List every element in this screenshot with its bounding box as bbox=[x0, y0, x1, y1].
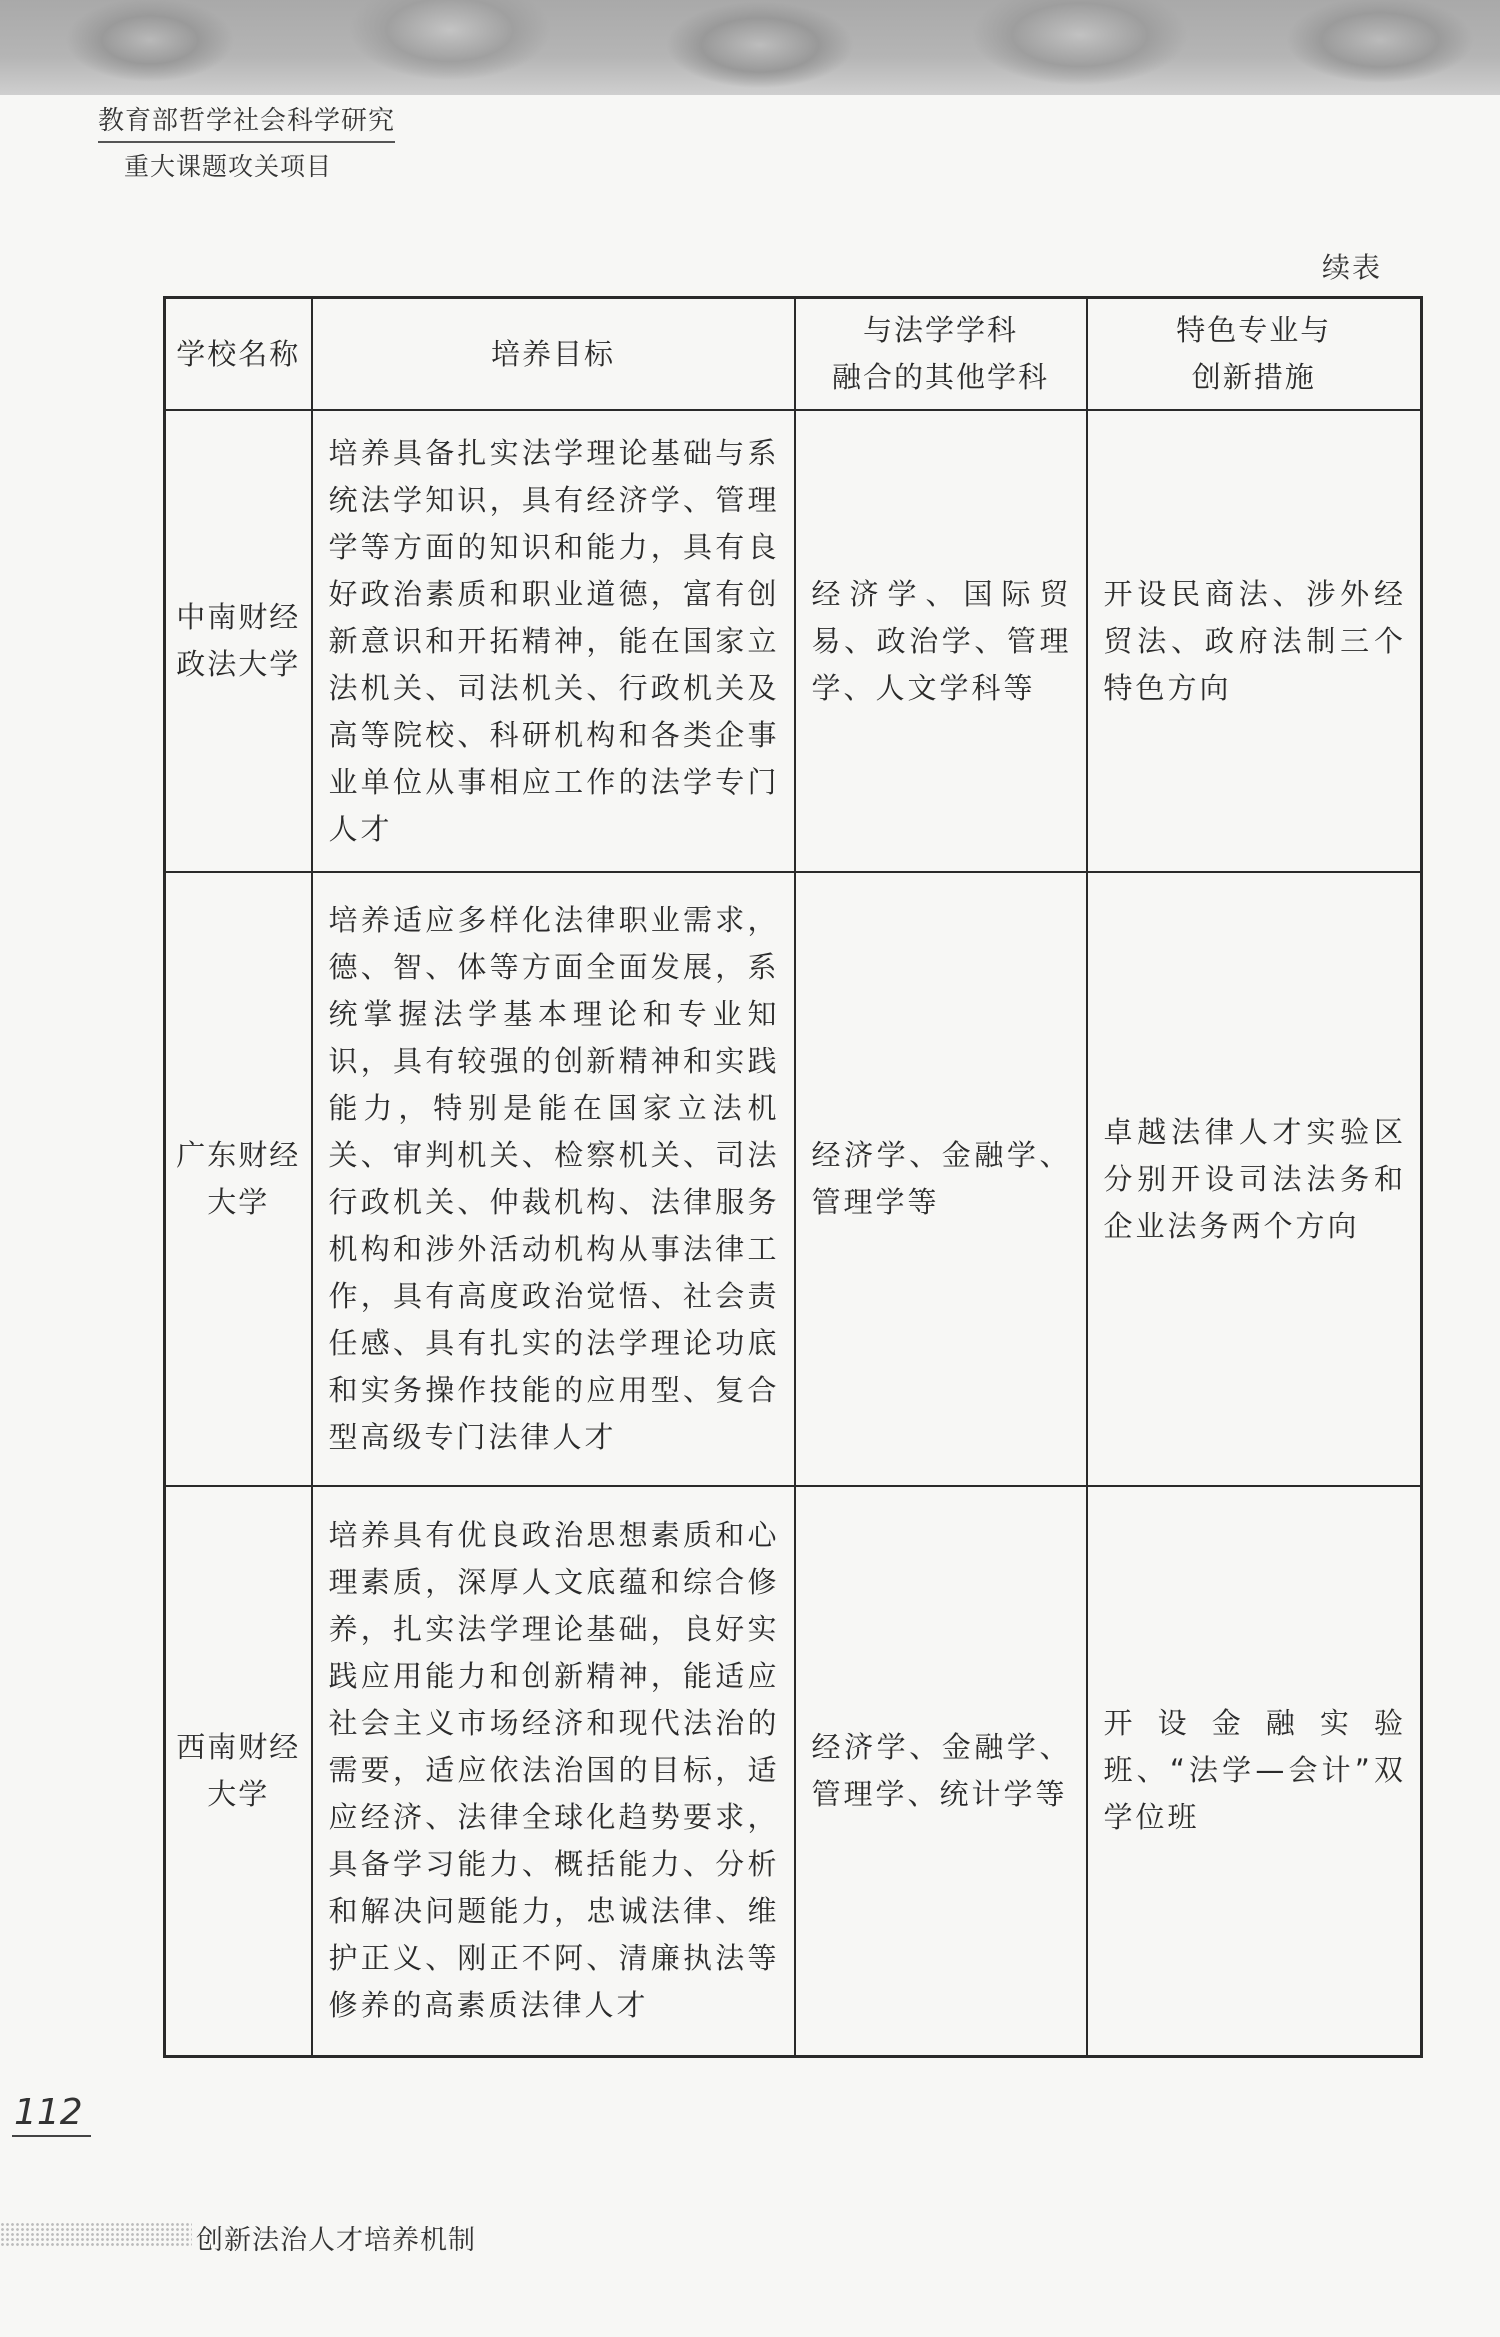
table-row bbox=[165, 410, 1422, 872]
table-row bbox=[165, 1486, 1422, 2056]
header-features-measures: 特色专业与 创新措施 bbox=[1087, 298, 1422, 411]
school-name-cell: 西南财经 大学 bbox=[165, 1486, 312, 2056]
header-training-goal: 培养目标 bbox=[312, 298, 795, 411]
header-project-title: 重大课题攻关项目 bbox=[124, 152, 333, 181]
other-disciplines-cell: 经济学、金融学、管理学等 bbox=[795, 872, 1087, 1486]
training-goal-cell: 培养适应多样化法律职业需求，德、智、体等方面全面发展，系统掌握法学基本理论和专业知识，具有较强的创新精神和实践能力，特别是能在国家立法机关、审判机关、检察机关、司法行政机关、仲裁机构、法律服务机构和涉外活动机构从事法律工作，具有高度政治觉悟、社会责任感、具有扎实的法学理论功底和实务操作技能的应用型、复合型高级专门法律人才 bbox=[312, 872, 795, 1486]
features-cell: 开设金融实验班、“法学—会计”双学位班 bbox=[1087, 1486, 1422, 2056]
training-goal-cell: 培养具备扎实法学理论基础与系统法学知识，具有经济学、管理学等方面的知识和能力，具有良好政治素质和职业道德，富有创新意识和开拓精神，能在国家立法机关、司法机关、行政机关及高等院校、科研机构和各类企事业单位从事相应工作的法学专门人才 bbox=[312, 410, 795, 872]
header-series-title: 教育部哲学社会科学研究 bbox=[98, 100, 395, 143]
other-disciplines-cell: 经济学、国际贸易、政治学、管理学、人文学科等 bbox=[795, 410, 1087, 872]
decorative-cloud-banner bbox=[0, 0, 1500, 95]
footer-book-title: 创新法治人才培养机制 bbox=[196, 2225, 476, 2256]
header-school-name: 学校名称 bbox=[165, 298, 312, 411]
other-disciplines-cell: 经济学、金融学、管理学、统计学等 bbox=[795, 1486, 1087, 2056]
school-name-cell: 中南财经 政法大学 bbox=[165, 410, 312, 872]
table-header-row bbox=[165, 298, 1422, 411]
table-row bbox=[165, 872, 1422, 1486]
school-name-cell: 广东财经 大学 bbox=[165, 872, 312, 1486]
running-header bbox=[98, 100, 395, 183]
features-cell: 开设民商法、涉外经贸法、政府法制三个特色方向 bbox=[1087, 410, 1422, 872]
page-number: 112 bbox=[12, 2092, 91, 2137]
footer-dot-pattern bbox=[0, 2222, 192, 2248]
header-other-disciplines: 与法学学科 融合的其他学科 bbox=[795, 298, 1087, 411]
features-cell: 卓越法律人才实验区分别开设司法法务和企业法务两个方向 bbox=[1087, 872, 1422, 1486]
law-school-table bbox=[163, 296, 1423, 2058]
continued-table-label: 续表 bbox=[1321, 251, 1382, 284]
training-goal-cell: 培养具有优良政治思想素质和心理素质，深厚人文底蕴和综合修养，扎实法学理论基础，良好实践应用能力和创新精神，能适应社会主义市场经济和现代法治的需要，适应依法治国的目标，适应经济、法律全球化趋势要求，具备学习能力、概括能力、分析和解决问题能力，忠诚法律、维护正义、刚正不阿、清廉执法等修养的高素质法律人才 bbox=[312, 1486, 795, 2056]
